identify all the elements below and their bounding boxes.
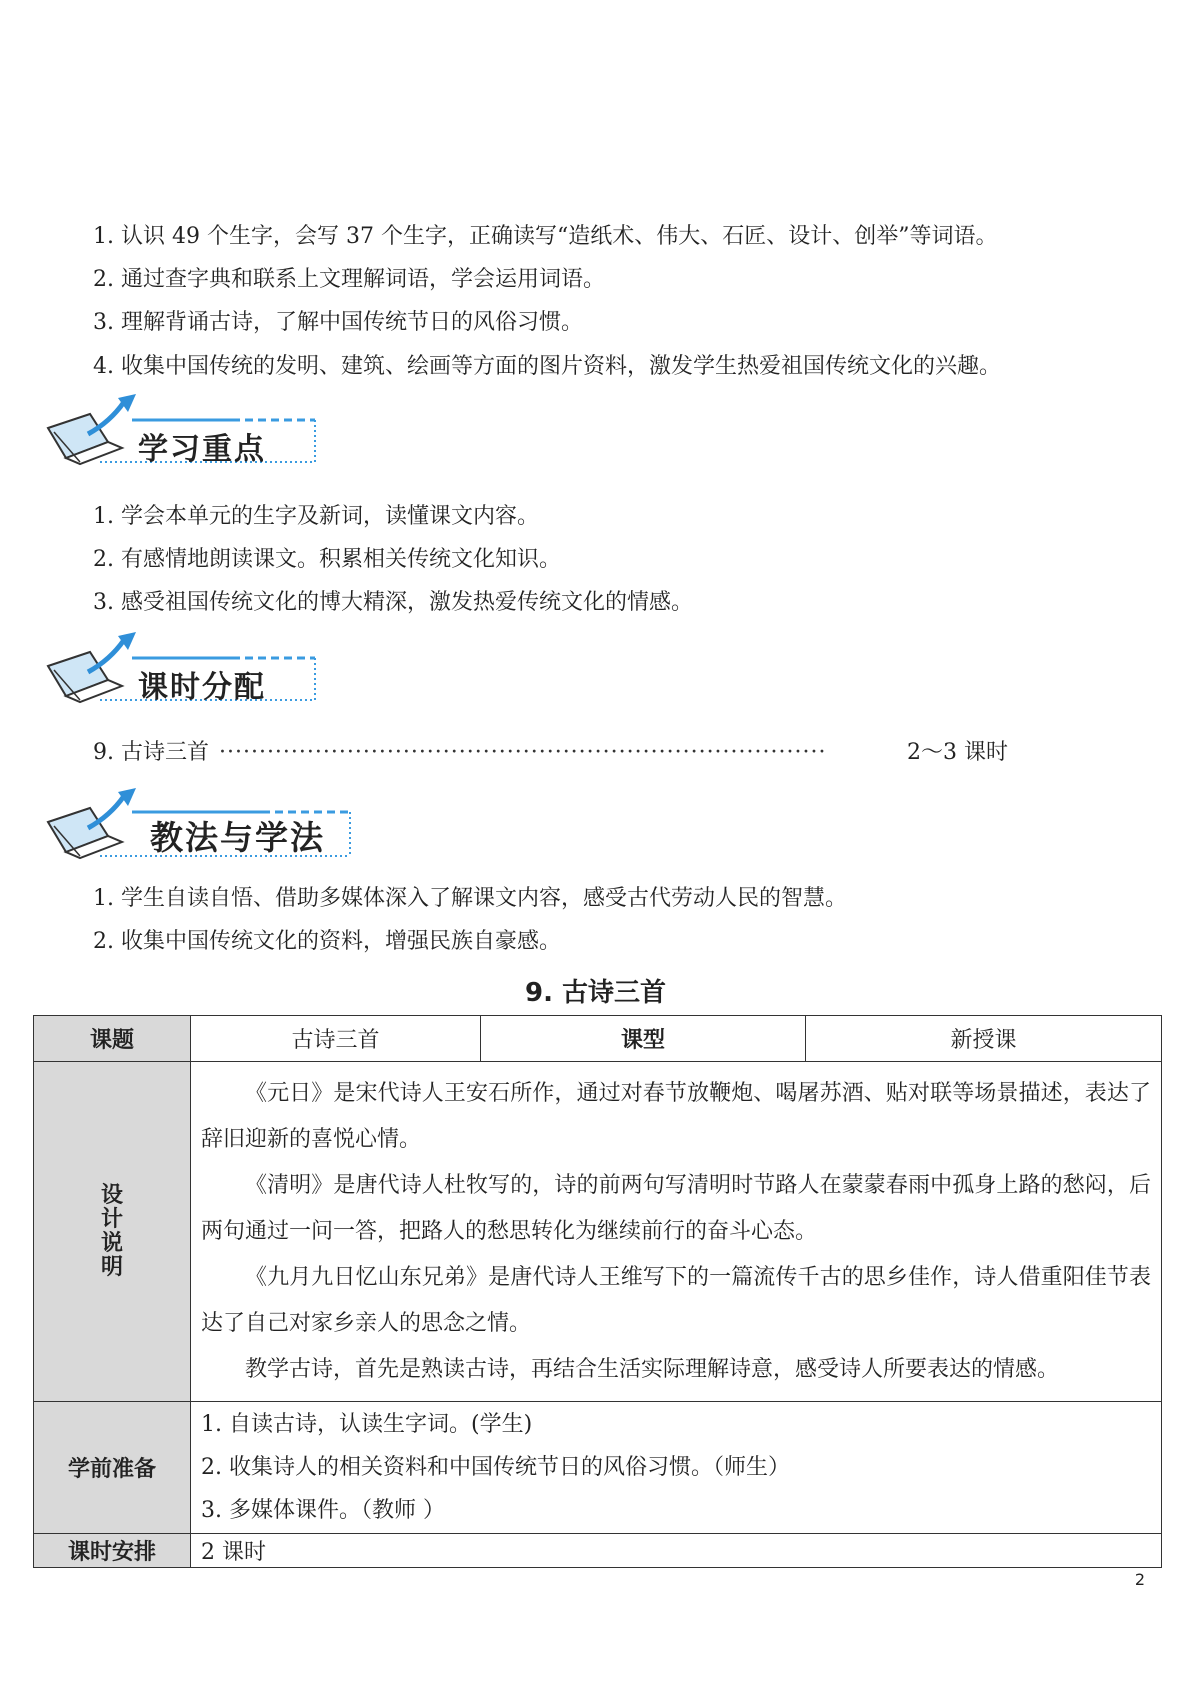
design-label (34, 1062, 191, 1402)
method-item-2: 2. 收集中国传统文化的资料，增强民族自豪感。 (93, 929, 561, 954)
table-row (34, 1534, 1162, 1568)
prep-content (191, 1402, 1162, 1534)
table-row (34, 1062, 1162, 1402)
goal-item-2: 2. 通过查字典和联系上文理解词语，学会运用词语。 (93, 267, 605, 292)
methods-title: 教法与学法 (150, 818, 325, 857)
section-header-key-points (40, 392, 370, 472)
schedule-item-label: 9. 古诗三首 (93, 740, 209, 765)
topic-value: 古诗三首 (191, 1016, 481, 1062)
schedule-item-dots: ············································································ (218, 740, 827, 765)
page-number: 2 (1134, 1570, 1145, 1589)
type-value: 新授课 (806, 1016, 1162, 1062)
goal-item-3: 3. 理解背诵古诗，了解中国传统节日的风俗习惯。 (93, 310, 583, 335)
key-point-item-2: 2. 有感情地朗读课文。积累相关传统文化知识。 (93, 547, 561, 572)
schedule-item-value: 2～3 课时 (907, 740, 1008, 765)
hours-label: 课时安排 (34, 1534, 191, 1568)
section-header-methods (40, 786, 400, 866)
topic-label: 课题 (34, 1016, 191, 1062)
key-points-title: 学习重点 (138, 432, 266, 467)
design-paragraph-4: 教学古诗，首先是熟读古诗，再结合生活实际理解诗意，感受诗人所要表达的情感。 (245, 1356, 1060, 1382)
lesson-title: 9. 古诗三首 (524, 978, 667, 1008)
hours-value: 2 课时 (191, 1534, 1162, 1568)
design-paragraph-1: 《元日》是宋代诗人王安石所作，通过对春节放鞭炮、喝屠苏酒、贴对联等场景描述，表达了辞旧迎新的喜悦心情。 (201, 1080, 1151, 1152)
schedule-title: 课时分配 (138, 670, 266, 705)
prep-item-1: 1. 自读古诗，认读生字词。(学生) (201, 1412, 533, 1437)
lesson-info-table (33, 1015, 1162, 1568)
table-row (34, 1016, 1162, 1062)
section-header-schedule (40, 630, 370, 710)
key-point-item-1: 1. 学会本单元的生字及新词，读懂课文内容。 (93, 504, 539, 529)
design-label-text: 设 计 说 明 (100, 1182, 123, 1280)
type-label: 课型 (481, 1016, 806, 1062)
design-paragraph-3: 《九月九日忆山东兄弟》是唐代诗人王维写下的一篇流传千古的思乡佳作，诗人借重阳佳节表达了自己对家乡亲人的思念之情。 (201, 1264, 1151, 1336)
table-row (34, 1402, 1162, 1534)
design-content (191, 1062, 1162, 1402)
goal-item-4: 4. 收集中国传统的发明、建筑、绘画等方面的图片资料，激发学生热爱祖国传统文化的兴趣。 (93, 354, 1001, 379)
prep-item-3: 3. 多媒体课件。（教师 ） (201, 1498, 445, 1523)
design-paragraph-2: 《清明》是唐代诗人杜牧写的，诗的前两句写清明时节路人在蒙蒙春雨中孤身上路的愁闷，后两句通过一问一答，把路人的愁思转化为继续前行的奋斗心态。 (201, 1172, 1151, 1244)
method-item-1: 1. 学生自读自悟、借助多媒体深入了解课文内容，感受古代劳动人民的智慧。 (93, 886, 847, 911)
prep-label: 学前准备 (34, 1402, 191, 1534)
key-point-item-3: 3. 感受祖国传统文化的博大精深，激发热爱传统文化的情感。 (93, 590, 693, 615)
prep-item-2: 2. 收集诗人的相关资料和中国传统节日的风俗习惯。（师生） (201, 1455, 790, 1480)
schedule-item (93, 738, 1008, 768)
goal-item-1: 1. 认识 49 个生字，会写 37 个生字，正确读写“造纸术、伟大、石匠、设计、创举”等词语。 (93, 224, 998, 249)
